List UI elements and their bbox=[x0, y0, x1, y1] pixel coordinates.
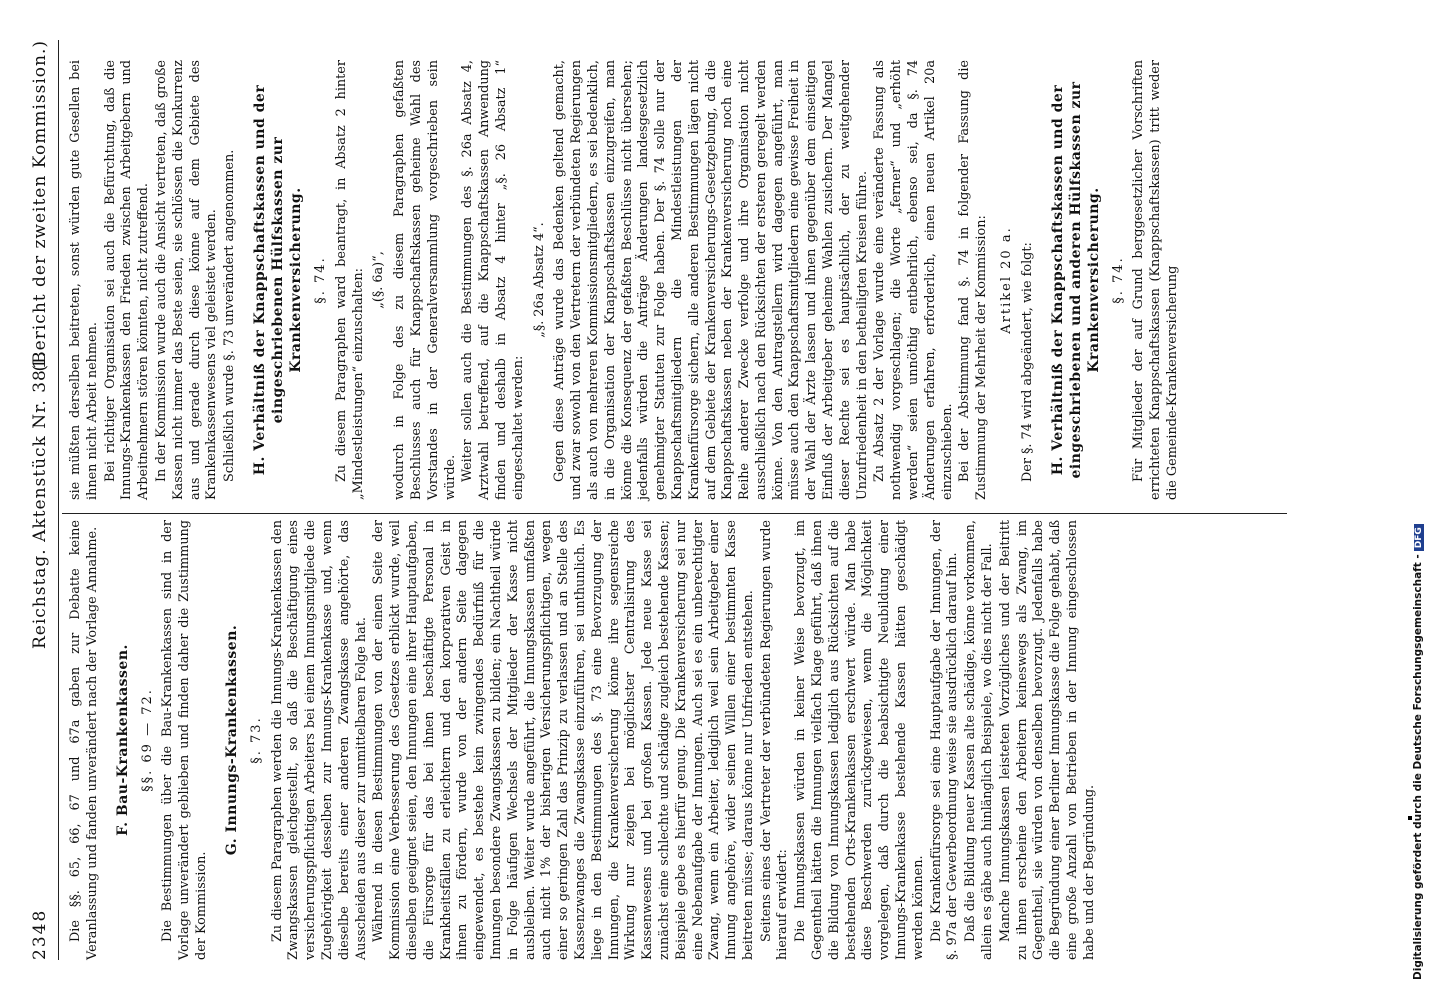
section-heading: H. Verhältniß der Knappschaftskassen und der eingeschriebenen und anderen Hülfskassen zur Krankenversicherung. bbox=[1049, 81, 1102, 479]
paragraph: Seitens eines der Vertreter der verbündeten Regierungen wurde hierauf erwidert: bbox=[758, 520, 791, 960]
paragraph: Die Krankenfürsorge sei eine Hauptaufgabe der Innungen, der §. 97a der Gewerbeordnung weise sie ausdrücklich darauf hin. bbox=[928, 520, 961, 960]
scan-speck bbox=[1408, 816, 1412, 820]
page-number: 2348 bbox=[30, 908, 50, 960]
paragraph: In der Kommission wurde auch die Ansicht vertreten, daß große Kassen nicht immer das Beste seien, sie schlössen die Konkurrenz aus und gerade durch diese könne auf dem Gebiete des Krankenkassenwesens viel geleistet werden. bbox=[153, 60, 220, 500]
paragraph: wodurch in Folge des zu diesem Paragraphen gefaßten Beschlusses auch für Knappschaftskassen geheime Wahl des Vorstandes in der Generalversammlung vorgeschrieben sein würde. bbox=[392, 60, 458, 500]
paragraph: Bei richtiger Organisation sei auch die Befürchtung, daß die Innungs-Krankenkassen den Frieden zwischen Arbeitgebern und Arbeitnehmern stören könnten, nicht zutreffend. bbox=[102, 60, 152, 500]
paragraph: Bei der Abstimmung fand §. 74 in folgender Fassung die Zustimmung der Mehrheit der Kommission: bbox=[957, 60, 990, 500]
section-heading: G. Innungs-Krankenkassen. bbox=[223, 624, 240, 856]
paragraph: Weiter sollen auch die Bestimmungen des §. 26a Absatz 4, Arztwahl betreffend, auf die Knappschaftskassen Anwendung finden und deshalb in Absatz 4 hinter „§. 26 Absatz 1“ eingeschaltet werden: bbox=[460, 60, 526, 500]
page-header bbox=[30, 40, 56, 960]
digitization-credit bbox=[1406, 0, 1432, 1000]
article-number: Artikel 20 a. bbox=[999, 226, 1015, 334]
right-column bbox=[68, 60, 1183, 500]
paragraph-number: §. 74. bbox=[1110, 256, 1126, 304]
section-heading: F. Bau-Krankenkassen. bbox=[114, 644, 131, 836]
paragraph: Gegen diese Anträge wurde das Bedenken geltend gemacht, und zwar sowohl von den Vertretern der verbündeten Regierungen als auch von mehreren Kommissionsmitgliedern, es sei bedenklich, in die Organisation der Knappschaftskassen einzugreifen, man könne die Konsequenz der gefaßten Beschlüsse nicht übersehen; jedenfalls würden die Anträge Änderungen landesgesetzlich genehmigter Statuten zur Folge haben. Der §. 74 solle nur der Knappschaftsmitgliedern die Mindestleistungen der Krankenfürsorge sichern, alle anderen Bestimmungen lägen nicht auf dem Gebiete der Krankenversicherungs-Gesetzgebung, da die Knappschaftskassen neben der Krankenversicherung noch eine Reihe anderer Zwecke verfolge und ihre Organisation nicht ausschließlich nach den Rücksichten der ersteren geregelt werden könne. Von den Antragstellern wird dagegen angeführt, man müsse auch den Knappschaftsmitgliedern eine gewisse Freiheit in der Wahl der Ärzte lassen und ihnen gegenüber dem einseitigen Einfluß der Arbeitgeber geheime Wahlen zusichern. Der Mangel dieser Rechte sei es hauptsächlich, der zu weitgehender Unzufriedenheit in den betheiligten Kreisen führe. bbox=[552, 60, 870, 500]
section-heading: H. Verhältniß der Knappschaftskassen und der eingeschriebenen Hülfskassen zur Krankenversicherung. bbox=[251, 84, 304, 476]
paragraph-number: §. 73. bbox=[248, 716, 264, 764]
paragraph: Daß die Bildung neuer Kassen alte schädige, könne vorkommen, allein es gäbe auch hinlänglich Beispiele, wo dies nicht der Fall. bbox=[963, 520, 996, 960]
paragraph: Zu Absatz 2 der Vorlage wurde eine veränderte Fassung als nothwendig vorgeschlagen; die Worte „ferner“ und „erhöht werden“ seien unnöthig entbehrlich, ebenso sei, da §. 74 Änderungen erfahren, erforderlich, einen neuen Artikel 20a einzuschieben. bbox=[872, 60, 955, 500]
paragraph: Schließlich wurde §. 73 unverändert angenommen. bbox=[222, 149, 238, 482]
dfg-logo: DFG bbox=[1414, 524, 1424, 551]
quoted-insertion: „§. 26a Absatz 4“. bbox=[531, 222, 547, 338]
paragraph: Zu diesem Paragraphen ward beantragt, in Absatz 2 hinter „Mindestleistungen“ einzuschalten: bbox=[333, 60, 366, 500]
paragraph: Manche Innungskassen leisteten Vorzügliches und der Beitritt zu ihnen erscheine den Arbeitern keineswegs als Zwang, im Gegentheil, sie würden von denselben bevorzugt. Jedenfalls habe die Begründung einer Berliner Innungskasse die Folge gehabt, daß eine große Anzahl von Betrieben in der Innung eingeschlossen habe und der Begründung. bbox=[997, 520, 1097, 960]
paragraph: Die Innungskassen würden in keiner Weise bevorzugt, im Gegentheil hätten die Innungen vielfach Klage geführt, daß ihnen die Bildung von Innungskassen lediglich aus Rücksichten auf die bestehenden Orts-Krankenkassen erschwert würde. Man habe diese Beschwerden zurückgewiesen, wenn die Möglichkeit vorgelegen, daß durch die beabsichtigte Neubildung einer Innungs-Krankenkasse bestehende Kassen hätten geschädigt werden können. bbox=[793, 520, 926, 960]
header-rule bbox=[58, 40, 59, 960]
paragraph: Während in diesen Bestimmungen von der einen Seite der Kommission eine Verbesserung des Gesetzes erblickt wurde, weil dieselben geeignet seien, den Innungen eine ihrer Hauptaufgaben, die Fürsorge für das bei ihnen beschäftigte Personal in Krankheitsfällen zu erleichtern und den korporativen Geist in ihnen zu fördern, wurde von der andern Seite dagegen eingewendet, es bestehe kein zwingendes Bedürfniß für die Innungen besondere Zwangskassen zu bilden; ein Nachtheil würde in Folge häufigen Wechsels der Mitglieder der Kasse nicht ausbleiben. Weiter wurde angeführt, die Innungskassen umfaßten auch nicht 1% der bisherigen Versicherungspflichtigen, wegen einer so geringen Zahl das Prinzip zu verlassen und an Stelle des Kassenzwanges die Zwangskasse einzuführen, sei unthunlich. Es liege in den Bestimmungen des §. 73 eine Bevorzugung der Innungen, die Krankenversicherung könne ihre segensreiche Wirkung nur zeigen bei möglichster Centralisirung des Kassenwesens und bei großen Kassen. Jede neue Kasse sei zunächst eine schlechte und schädige zugleich bestehende Kassen; Beispiele gebe es hierfür genug. Die Krankenversicherung sei nur eine Nebenaufgabe der Innungen. Auch sei es ein unberechtigter Zwang, wenn ein Arbeiter, lediglich weil sein Arbeitgeber einer Innung angehöre, wider seinen Willen einer bestimmten Kasse beitreten müsse; daraus könne nur Unfrieden entstehen. bbox=[371, 520, 756, 960]
quoted-insertion: „(§. 6a)“, bbox=[371, 251, 387, 309]
paragraph: Für Mitglieder der auf Grund berggesetzlicher Vorschriften errichteten Knappschaftskassen (Knappschaftskassen) tritt weder die Gemeinde-Krankenversicherung bbox=[1131, 60, 1181, 500]
paragraph-number: §. 74. bbox=[312, 256, 328, 304]
paragraph: sie müßten derselben beitreten, sonst würden gute Gesellen bei ihnen nicht Arbeit nehmen. bbox=[68, 60, 100, 500]
paragraph: Die §§. 65, 66, 67 und 67a gaben zur Debatte keine Veranlassung und fanden unverändert nach der Vorlage Annahme. bbox=[68, 520, 100, 960]
credit-text: Digitalisierung gefördert durch die Deutsche Forschungsgemeinschaft - bbox=[1412, 554, 1424, 980]
header-title: Reichstag. Aktenstück Nr. 381. bbox=[30, 350, 50, 650]
paragraph-number: §§. 69 — 72. bbox=[139, 688, 155, 792]
header-section: (Bericht der zweiten Kommission.) bbox=[30, 40, 50, 372]
paragraph: Die Bestimmungen über die Bau-Krankenkassen sind in der Vorlage unverändert geblieben und finden daher die Zustimmung der Kommission. bbox=[160, 520, 209, 960]
paragraph: Zu diesem Paragraphen werden die Innungs-Krankenkassen den Zwangskassen gleichgestellt, so daß die Beschäftigung eines versicherungspflichtigen Arbeiters bei einem Innungsmitgliede die Zugehörigkeit desselben zur Innungs-Krankenkasse und, wenn dieselbe bereits einer anderen Zwangskasse angehörte, das Ausscheiden aus dieser zur unmittelbaren Folge hat. bbox=[269, 520, 369, 960]
column-divider bbox=[62, 513, 1287, 514]
left-column bbox=[68, 520, 1100, 960]
paragraph: Der §. 74 wird abgeändert, wie folgt: bbox=[1019, 242, 1035, 482]
